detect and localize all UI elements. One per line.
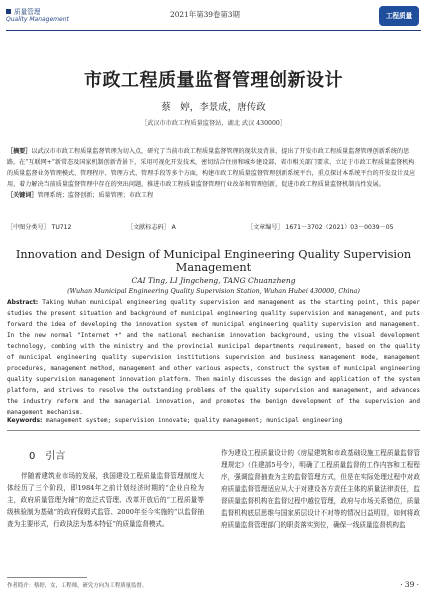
english-keywords-text: management system; supervision innovate; quality management; municipal engineering	[46, 417, 343, 424]
header-rule	[6, 30, 421, 31]
english-affiliation: (Wuhan Municipal Engineering Quality Supervision Station, Wuhan Hubei 430000, China)	[67, 287, 360, 295]
english-authors: CAI Ting, LI Jingcheng, TANG Chuanzheng	[131, 276, 296, 285]
issue-info: 2021年第39卷第3期	[170, 10, 240, 19]
keywords-text: 管理系统；监督创新；质量管理；市政工程	[37, 192, 154, 199]
body-column-right	[221, 447, 420, 531]
keywords-label: ［关键词］	[7, 192, 38, 199]
affiliation: ［武汉市市政工程质量监督站，湖北 武汉 430000］	[140, 120, 287, 127]
author-list: 蔡 婷，李景成，唐传政	[161, 102, 266, 113]
body-paragraph: 作为建设工程质量设计的《房屋建筑和市政基础设施工程质量监督管理规定》（住建部5号令），明确了工程质量监督的工作内容和工程程序，强调监督抽查为主的监督管理方式，但是在实际处理过程中对政府质量监督管理适应从大于对建设各方责任主体的质量法律责任，监督质量监督机构在监督过程中越位管理，政府与市场关系错位，质量监督机构底层思维与国家质层设计不对等的情况日益明显，如何将政府质量监督管理部门的职责落实到位，确保一线质量监督机构监	[221, 449, 420, 529]
journal-name: 质量管理 Quality Management	[6, 8, 69, 23]
section-heading: 0 引言	[29, 451, 66, 462]
english-abstract-text: Taking Wuhan municipal engineering quality supervision and management as the starting point, this paper studies the present situation and background of municipal engineering quality supervision and management, and puts forward the idea of developing the innovation system of municipal engineering quality supervision and management. In the new normal "Internet +" and the national mechanism innovation background, using the visual development technology, combing with the ministry and the provincial municipal departments requirement, based on the quality of municipal engineering quality supervision institutions supervision and business management mode, management procedures, management method, management and other various aspects, construct the system of municipal engineering quality supervision management innovation platform. Then mainly discusses the design and application of the system platform, and strives to resolve the outstanding problems of the quality supervision and management, and advances the industry reform and the managerial innovation, and promotes the benign development of the supervision and management mechanism.	[7, 299, 420, 416]
english-abstract-label: Abstract:	[7, 299, 39, 306]
footnote-rule	[7, 577, 87, 578]
journal-logo: 工程质量	[379, 6, 419, 26]
abstract-label: ［摘要］	[7, 148, 32, 155]
body-paragraph: 伴随着建筑业市场的发展，我国建设工程质量监督管理制度大体经历了三个阶段，即1984年之前计划经济时期的“企业自检为主，政府质量管理为辅”的宽泛式管理、改革开放后的“工程质量等级核验制为基础”的政府保姆式监管、2000年至今实施的“以监督抽查为主要形式，行政执法为基本特征”的质量监督模式。	[7, 472, 204, 528]
square-bullet-icon	[6, 9, 11, 14]
english-abstract	[7, 297, 420, 418]
article-title: 市政工程质量监督管理创新设计	[84, 70, 343, 91]
document-code: ［文献标志码］ A	[127, 224, 176, 231]
article-id: ［文章编号］ 1671－3702（2021）03－0039－05	[247, 224, 394, 231]
english-keywords-label: Keywords:	[7, 417, 43, 424]
body-column-left	[7, 447, 204, 530]
english-title: Innovation and Design of Municipal Engineering Quality Supervision Management	[15, 248, 412, 274]
abstract-text: 以武汉市市政工程质量监督管理为切入点，研究了当前市政工程质量监督管理的现状及背景，提出了开发市政工程质量监督管理创新系统的思路。在“互联网+”新常态及国家机制创新背景下，采用可视化开发技术，密切结合住房和城乡建设部、省市相关部门要求，立足于市政工程质量监督机构的质量监督业务管理模式、管理程序、管理方式、管理手段等多个方面，构建市政工程质量监督管理创新系统平台，重点探讨本系统平台的开发设计及应用，着力解决当前质量监督管理中存在的突出问题，推进市政工程质量监督管理行业改革和管理创新，促进市政工程质量监督机制良性发展。	[7, 148, 416, 188]
page-number: · 39 ·	[400, 580, 419, 589]
section-divider	[7, 430, 420, 431]
english-keywords	[7, 417, 420, 424]
author-footnote: 作者简介：蔡婷，女，工程师，研究方向为工程质量监督。	[7, 583, 148, 589]
clc-number: ［中图分类号］ TU712	[7, 224, 72, 231]
chinese-abstract	[7, 146, 420, 201]
running-header	[0, 0, 427, 36]
